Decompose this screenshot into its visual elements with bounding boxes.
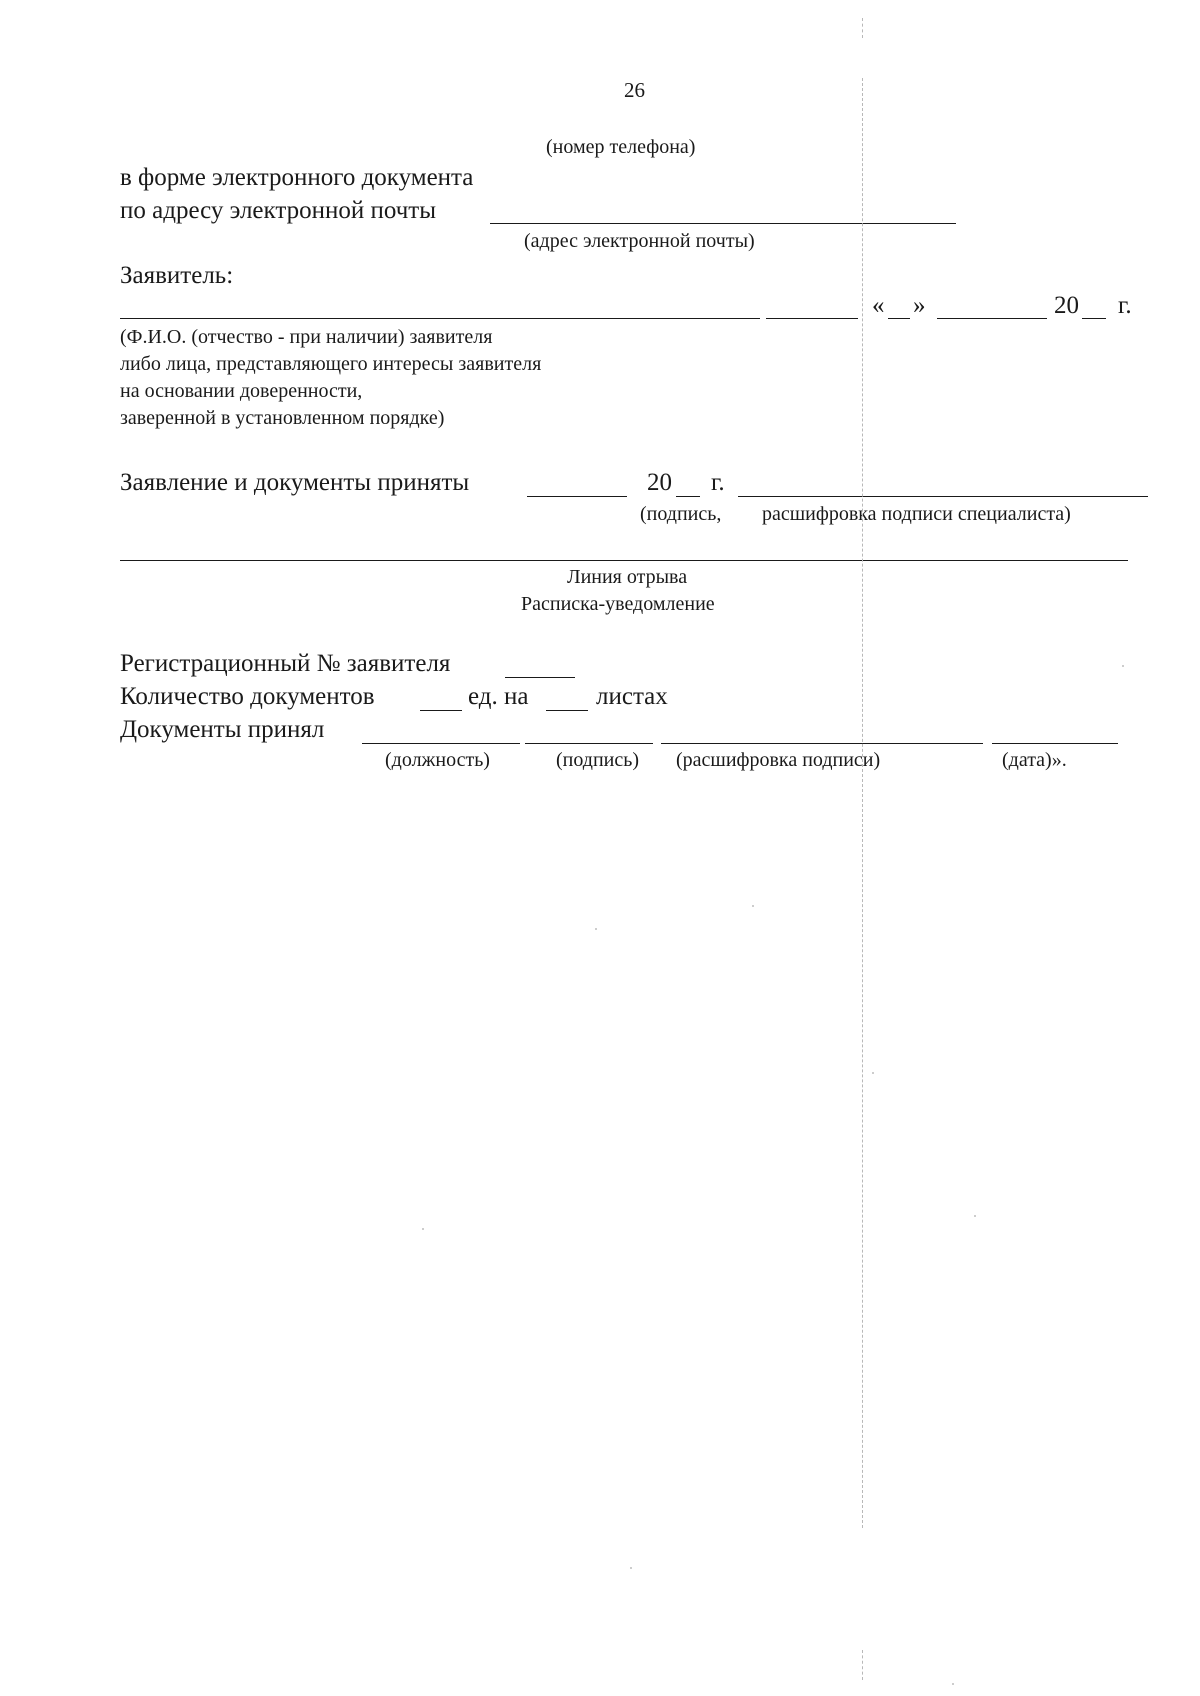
- position-caption: (должность): [385, 749, 490, 771]
- specialist-decode-caption: расшифровка подписи специалиста): [762, 503, 1071, 525]
- fold-line: [862, 78, 863, 1528]
- day-line: [888, 318, 910, 319]
- applicant-year: 20: [1054, 292, 1079, 319]
- applicant-caption-4: заверенной в установленном порядке): [120, 407, 445, 429]
- accepted-date-line: [527, 496, 627, 497]
- applicant-label: Заявитель:: [120, 262, 234, 289]
- documents-count-line: [420, 710, 462, 711]
- documents-count-label: Количество документов: [120, 683, 375, 710]
- applicant-caption-1: (Ф.И.О. (отчество - при наличии) заявителя: [120, 326, 493, 348]
- accepted-year: 20: [647, 469, 672, 496]
- email-address-label: по адресу электронной почты: [120, 197, 436, 224]
- registration-number-line: [505, 677, 575, 678]
- receipt-title: Расписка-уведомление: [521, 593, 715, 615]
- quote-open: «: [872, 292, 885, 319]
- fold-mark-bottom: [862, 1650, 863, 1680]
- decode-line: [661, 743, 983, 744]
- electronic-form-line: в форме электронного документа: [120, 164, 474, 191]
- sheets-label: листах: [596, 683, 668, 710]
- applicant-signature-line: [766, 318, 858, 319]
- scan-speck: [595, 928, 597, 930]
- applicant-caption-3: на основании доверенности,: [120, 380, 363, 402]
- quote-close: »: [913, 292, 926, 319]
- scan-speck: [422, 1228, 424, 1230]
- documents-units-label: ед. на: [468, 683, 529, 710]
- accepted-year-suffix: г.: [711, 469, 725, 496]
- signature-caption: (подпись): [556, 749, 640, 771]
- specialist-signature-line: [738, 496, 1148, 497]
- fold-mark-top: [862, 18, 863, 38]
- month-line: [937, 318, 1047, 319]
- applicant-year-line: [1082, 318, 1106, 319]
- scan-speck: [974, 1215, 976, 1217]
- scan-speck: [1122, 665, 1124, 667]
- scan-speck: [630, 1567, 632, 1569]
- date-line: [992, 743, 1118, 744]
- email-address-line: [490, 223, 956, 224]
- applicant-name-line: [120, 318, 760, 319]
- accepted-year-line: [676, 496, 700, 497]
- signature-line: [525, 743, 653, 744]
- phone-caption: (номер телефона): [546, 136, 696, 158]
- applicant-year-suffix: г.: [1118, 292, 1132, 319]
- registration-label: Регистрационный № заявителя: [120, 650, 451, 677]
- accepted-by-label: Документы принял: [120, 716, 325, 743]
- position-line: [362, 743, 520, 744]
- date-caption: (дата)».: [1002, 749, 1067, 771]
- tear-off-line: [120, 560, 1128, 561]
- email-caption: (адрес электронной почты): [524, 230, 755, 252]
- scan-speck: [872, 1072, 874, 1074]
- sheets-count-line: [546, 710, 588, 711]
- applicant-caption-2: либо лица, представляющего интересы заявителя: [120, 353, 542, 375]
- page-number: 26: [624, 78, 645, 102]
- scan-speck: [752, 905, 754, 907]
- scan-speck: [952, 1683, 954, 1685]
- tear-off-label: Линия отрыва: [567, 566, 688, 588]
- accepted-label: Заявление и документы приняты: [120, 469, 470, 496]
- decode-caption: (расшифровка подписи): [676, 749, 881, 771]
- specialist-sign-caption: (подпись,: [640, 503, 722, 525]
